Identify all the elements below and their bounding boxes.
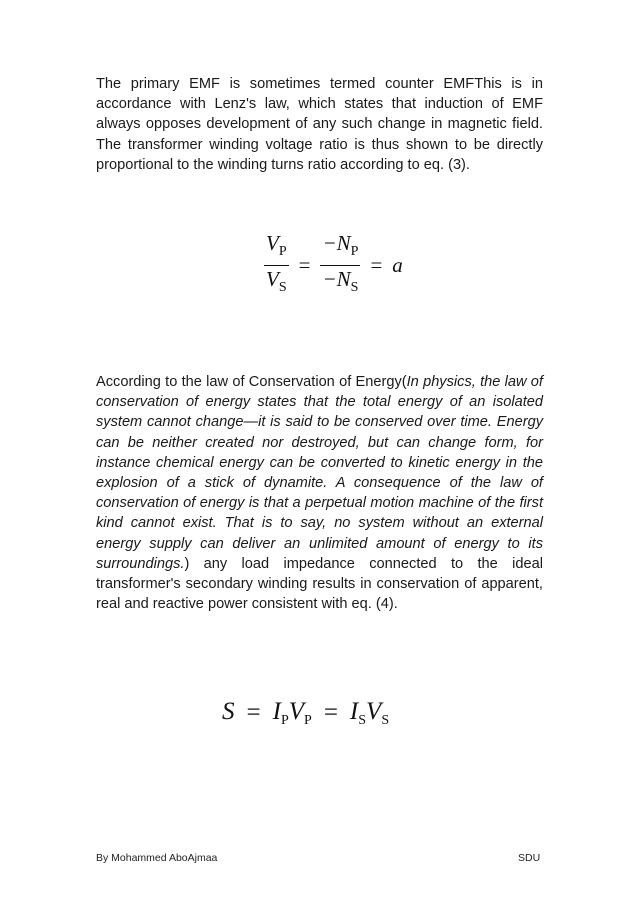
eq1-vp: V	[266, 231, 279, 255]
eq1-np: −N	[322, 231, 351, 255]
eq2-ip: I	[272, 698, 281, 725]
eq1-vp-sub: P	[278, 244, 287, 259]
paragraph2-definition: In physics, the law of conservation of energy states that the total energy of an isolated system cannot change—it is said to be conserved over time. Energy can be neither created nor destroyed, but can change form, for instance chemical energy can be converted to kinetic energy in the explosion of a stick of dynamite. A consequence of the law of conservation of energy is that a perpetual motion machine of the first kind cannot exist. That is to say, no system without an external energy supply can deliver an unlimited amount of energy to its surroundings.	[96, 374, 543, 572]
power-equation	[222, 698, 389, 729]
eq1-ns: −N	[322, 267, 351, 291]
footer-author: By Mohammed AboAjmaa	[96, 852, 218, 864]
eq2-vp-sub: P	[304, 713, 312, 728]
eq2-is: I	[349, 698, 359, 725]
eq1-equals-1: =	[298, 253, 311, 277]
eq1-equals-2: =	[370, 253, 383, 277]
footer-org: SDU	[518, 852, 541, 864]
paragraph2-intro: According to the law of Conservation of Energy(	[96, 374, 407, 390]
eq2-ip-sub: P	[280, 713, 289, 728]
voltage-fraction	[264, 230, 289, 301]
eq2-vs-sub: S	[381, 713, 390, 728]
eq2-equals-1: =	[246, 699, 261, 727]
paragraph2-rest: ) any load impedance connected to the ideal transformer's secondary winding results in conservation of apparent, real and reactive power consistent with eq. (4).	[96, 555, 543, 613]
paragraph-emf: The primary EMF is sometimes termed counter EMFThis is in accordance with Lenz's law, which states that induction of EMF always opposes development of any such change in magnetic field. The transformer winding voltage ratio is thus shown to be directly proportional to the winding turns ratio according to eq. (3).	[96, 76, 543, 173]
paragraph-conservation	[96, 372, 543, 614]
eq1-vs: V	[266, 267, 279, 291]
eq1-np-sub: P	[350, 244, 359, 259]
voltage-ratio-equation	[264, 230, 403, 301]
eq2-is-sub: S	[358, 713, 367, 728]
eq2-vp: V	[288, 698, 305, 725]
eq1-ratio-a: a	[392, 253, 403, 277]
eq2-equals-2: =	[323, 699, 338, 727]
eq1-vs-sub: S	[278, 280, 287, 295]
turns-fraction	[320, 230, 360, 301]
eq1-ns-sub: S	[350, 280, 359, 295]
eq2-s: S	[222, 698, 235, 725]
eq2-vs: V	[366, 698, 382, 725]
